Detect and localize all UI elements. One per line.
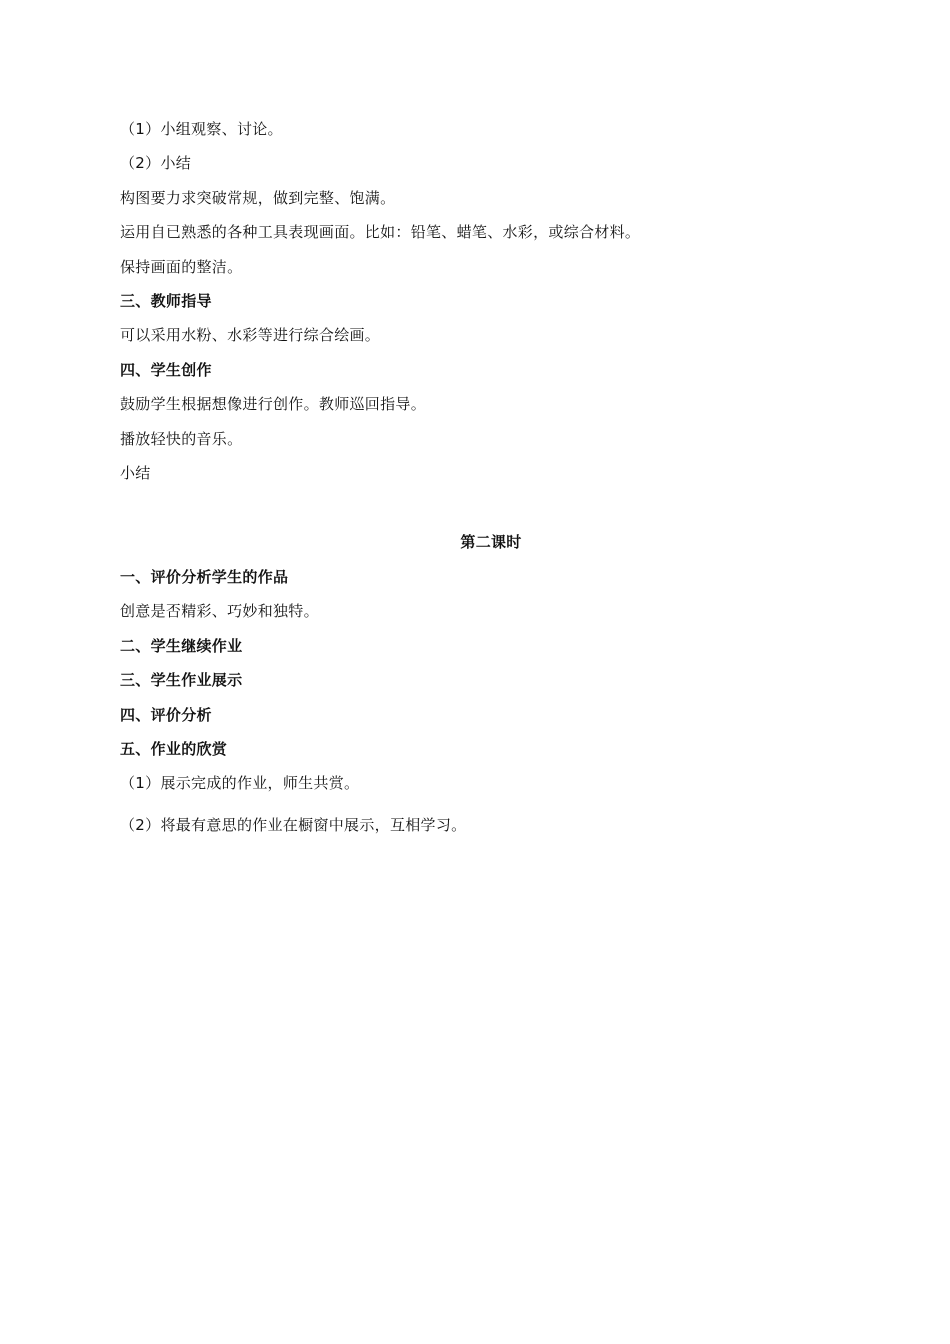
section-heading: 二、学生继续作业	[120, 637, 243, 655]
lesson-title: 第二课时	[460, 533, 522, 551]
list-item: （2）小结	[120, 154, 192, 172]
section-heading: 三、教师指导	[120, 292, 212, 310]
paragraph: 构图要力求突破常规，做到完整、饱满。	[120, 189, 396, 207]
paragraph: 小结	[120, 464, 151, 482]
section-heading: 四、评价分析	[120, 706, 212, 724]
section-heading: 五、作业的欣赏	[120, 740, 228, 758]
list-item: （2）将最有意思的作业在橱窗中展示，互相学习。	[120, 816, 467, 834]
section-heading: 四、学生创作	[120, 361, 212, 379]
paragraph: 鼓励学生根据想像进行创作。教师巡回指导。	[120, 395, 427, 413]
paragraph: 创意是否精彩、巧妙和独特。	[120, 602, 319, 620]
paragraph: 可以采用水粉、水彩等进行综合绘画。	[120, 326, 381, 344]
section-heading: 三、学生作业展示	[120, 671, 243, 689]
paragraph: 保持画面的整洁。	[120, 258, 243, 276]
section-heading: 一、评价分析学生的作品	[120, 568, 289, 586]
paragraph: 运用自已熟悉的各种工具表现画面。比如：铅笔、蜡笔、水彩，或综合材料。	[120, 223, 641, 241]
list-item: （1）小组观察、讨论。	[120, 120, 283, 138]
list-item: （1）展示完成的作业，师生共赏。	[120, 774, 360, 792]
paragraph: 播放轻快的音乐。	[120, 430, 243, 448]
